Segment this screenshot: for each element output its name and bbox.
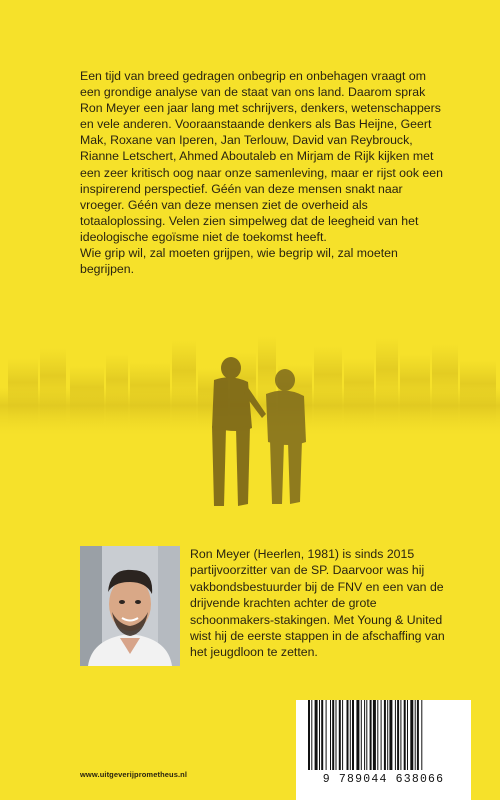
barcode-icon <box>308 700 459 772</box>
back-cover-blurb <box>80 68 448 277</box>
author-portrait-icon <box>80 546 180 666</box>
walking-figures-illustration <box>0 318 500 530</box>
isbn-barcode <box>296 700 471 800</box>
blurb-closing-line: Wie grip wil, zal moeten grijpen, wie begrip wil, zal moeten begrijpen. <box>80 246 398 277</box>
blurb-paragraph: Een tijd van breed gedragen onbegrip en onbehagen vraagt om een grondige analyse van de staat van ons land. Daarom sprak Ron Meyer een jaar lang met schrijvers, denkers, wetenschappers en vele anderen. Vooraanstaande denkers als Bas Heijne, Geert Mak, Roxane van Iperen, Jan Terlouw, David van Reybrouck, Rianne Letschert, Ahmed Aboutaleb en Mirjam de Rijk kijken met een zeer kritisch oog naar onze samenleving, maar er rijst ook een inspirerend perspectief. Géén van deze mensen snakt naar vroeger. Géén van deze mensen ziet de overheid als totaaloplossing. Velen zien simpelweg dat de leegheid van het ideologische egoïsme niet de toekomst heeft. <box>80 69 443 244</box>
publisher-website-link[interactable]: www.uitgeverijprometheus.nl <box>80 770 188 779</box>
city-skyline-icon <box>0 318 500 530</box>
isbn-number: 9 789044 638066 <box>322 773 445 786</box>
author-bio: Ron Meyer (Heerlen, 1981) is sinds 2015 partijvoorzitter van de SP. Daarvoor was hij vakbondsbestuurder bij de FNV en een van de drijvende krachten achter de grote schoonmakers-stakingen. Met Young & United wist hij de eerste stappen in de afschaffing van het jeugdloon te zetten. <box>190 547 445 660</box>
author-photo <box>80 546 180 666</box>
